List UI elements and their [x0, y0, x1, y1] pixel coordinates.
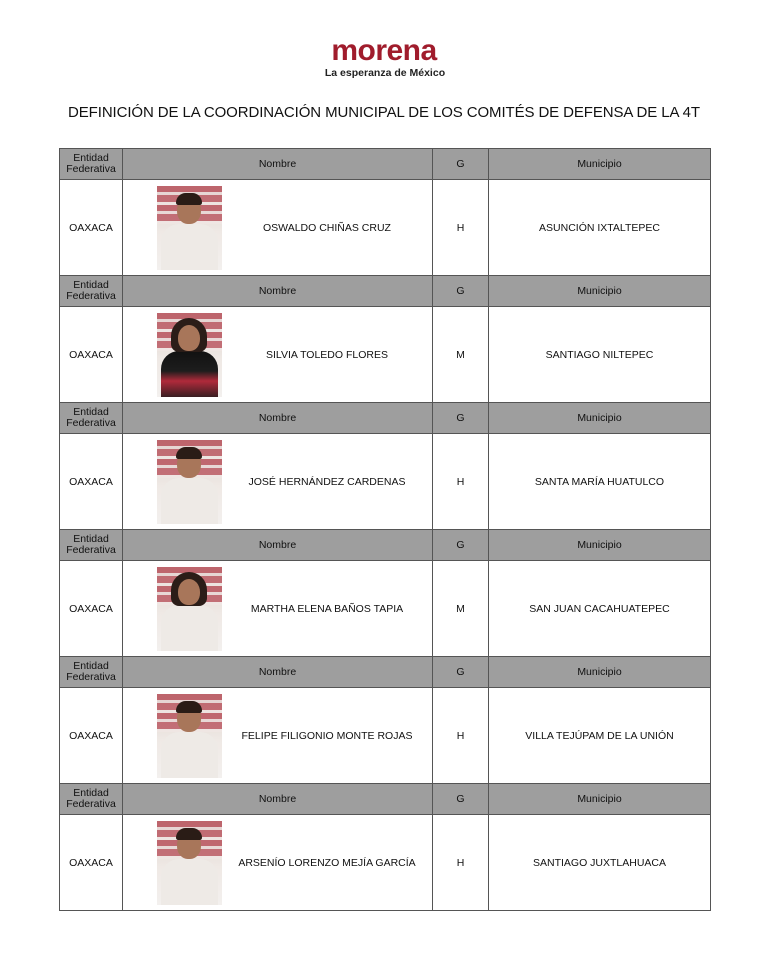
header-g: G	[433, 403, 489, 434]
table-row	[60, 434, 711, 530]
cell-entidad: OAXACA	[60, 434, 123, 530]
header-g: G	[433, 784, 489, 815]
person-name: OSWALDO CHIÑAS CRUZ	[263, 221, 391, 234]
table-header-row	[60, 784, 711, 815]
header-municipio: Municipio	[489, 657, 711, 688]
header-municipio: Municipio	[489, 403, 711, 434]
header-g: G	[433, 149, 489, 180]
cell-municipio: VILLA TEJÚPAM DE LA UNIÓN	[489, 688, 711, 784]
cell-g: H	[433, 815, 489, 911]
person-photo	[157, 313, 222, 397]
table-row	[60, 180, 711, 276]
roster-table	[59, 148, 711, 911]
person-photo	[157, 440, 222, 524]
cell-entidad: OAXACA	[60, 180, 123, 276]
cell-municipio: SANTA MARÍA HUATULCO	[489, 434, 711, 530]
person-name: FELIPE FILIGONIO MONTE ROJAS	[241, 729, 413, 742]
cell-entidad: OAXACA	[60, 815, 123, 911]
header-nombre: Nombre	[123, 276, 433, 307]
table-header-row	[60, 149, 711, 180]
cell-g: M	[433, 561, 489, 657]
cell-g: H	[433, 434, 489, 530]
table-row	[60, 561, 711, 657]
logo-tagline: La esperanza de México	[324, 67, 446, 79]
person-photo	[157, 567, 222, 651]
cell-g: H	[433, 180, 489, 276]
header-entidad: Entidad Federativa	[60, 403, 123, 434]
header-nombre: Nombre	[123, 657, 433, 688]
header-nombre: Nombre	[123, 403, 433, 434]
header-municipio: Municipio	[489, 276, 711, 307]
header-g: G	[433, 657, 489, 688]
person-name: SILVIA TOLEDO FLORES	[266, 348, 388, 361]
cell-entidad: OAXACA	[60, 307, 123, 403]
header-nombre: Nombre	[123, 149, 433, 180]
header-entidad: Entidad Federativa	[60, 149, 123, 180]
table-header-row	[60, 276, 711, 307]
header-entidad: Entidad Federativa	[60, 530, 123, 561]
table-row	[60, 307, 711, 403]
cell-nombre	[123, 434, 433, 530]
cell-g: M	[433, 307, 489, 403]
logo-wordmark: morena	[331, 34, 437, 67]
header-municipio: Municipio	[489, 784, 711, 815]
table-row	[60, 688, 711, 784]
cell-municipio: ASUNCIÓN IXTALTEPEC	[489, 180, 711, 276]
person-photo	[157, 186, 222, 270]
header-g: G	[433, 276, 489, 307]
table-row	[60, 815, 711, 911]
cell-nombre	[123, 180, 433, 276]
cell-nombre	[123, 307, 433, 403]
cell-municipio: SANTIAGO NILTEPEC	[489, 307, 711, 403]
person-photo	[157, 821, 222, 905]
cell-municipio: SANTIAGO JUXTLAHUACA	[489, 815, 711, 911]
table-header-row	[60, 657, 711, 688]
header-g: G	[433, 530, 489, 561]
person-name: ARSENÍO LORENZO MEJÍA GARCÍA	[238, 856, 416, 869]
cell-nombre	[123, 561, 433, 657]
header-entidad: Entidad Federativa	[60, 657, 123, 688]
cell-nombre	[123, 815, 433, 911]
header-entidad: Entidad Federativa	[60, 276, 123, 307]
header-entidad: Entidad Federativa	[60, 784, 123, 815]
header-nombre: Nombre	[123, 784, 433, 815]
header-nombre: Nombre	[123, 530, 433, 561]
person-name: JOSÉ HERNÁNDEZ CARDENAS	[248, 475, 406, 488]
cell-nombre	[123, 688, 433, 784]
cell-g: H	[433, 688, 489, 784]
cell-municipio: SAN JUAN CACAHUATEPEC	[489, 561, 711, 657]
header-municipio: Municipio	[489, 149, 711, 180]
document-title: DEFINICIÓN DE LA COORDINACIÓN MUNICIPAL DE LOS COMITÉS DE DEFENSA DE LA 4T	[68, 104, 700, 121]
cell-entidad: OAXACA	[60, 688, 123, 784]
person-photo	[157, 694, 222, 778]
table-header-row	[60, 403, 711, 434]
party-logo	[0, 36, 768, 79]
person-name: MARTHA ELENA BAÑOS TAPIA	[250, 602, 404, 615]
header-municipio: Municipio	[489, 530, 711, 561]
cell-entidad: OAXACA	[60, 561, 123, 657]
table-header-row	[60, 530, 711, 561]
